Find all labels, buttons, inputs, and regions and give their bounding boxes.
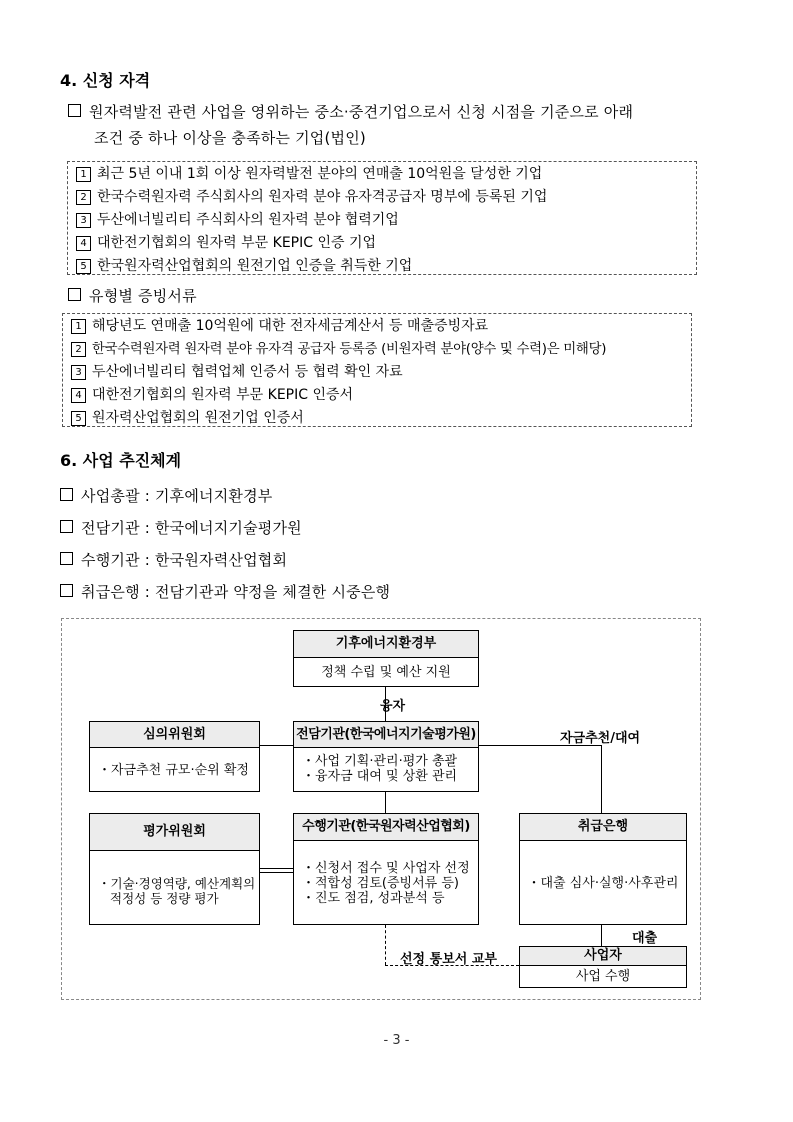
criteria-box	[67, 161, 697, 275]
connector-line	[601, 925, 602, 947]
ministry-box	[293, 630, 479, 687]
list-item: 취급은행 : 전담기관과 약정을 체결한 시중은행	[60, 581, 390, 602]
bank-box	[519, 813, 687, 925]
connector-line	[601, 745, 602, 813]
checkbox-icon	[68, 288, 81, 301]
connector-line	[385, 925, 386, 965]
recommend-label: 자금추천/대여	[560, 731, 641, 746]
agency-body: ・사업 기획‧관리‧평가 총괄 ・융자금 대여 및 상환 관리	[302, 754, 458, 784]
agency-title: 전담기관(한국에너지기술평가원)	[294, 722, 478, 748]
ministry-body: 정책 수립 및 예산 지원	[321, 665, 451, 680]
list-item: 2 한국수력원자력 주식회사의 원자력 분야 유자격공급자 명부에 등록된 기업	[76, 186, 547, 206]
connector-line	[260, 868, 293, 869]
list-item: 4 대한전기협회의 원자력 부문 KEPIC 인증 기업	[76, 232, 376, 252]
list-item: 수행기관 : 한국원자력산업협회	[60, 549, 287, 570]
list-item: 1 해당년도 연매출 10억원에 대한 전자세금계산서 등 매출증빙자료	[71, 315, 488, 335]
list-item: 1 최근 5년 이내 1회 이상 원자력발전 분야의 연매출 10억원을 달성한 기업	[76, 163, 542, 183]
council-body: ・자금추천 규모‧순위 확정	[98, 763, 249, 778]
list-item: 2 한국수력원자력 원자력 분야 유자격 공급자 등록증 (비원자력 분야(양수 및 수력)은 미해당)	[71, 338, 606, 357]
section-6-heading: 6. 사업 추진체계	[60, 451, 182, 470]
list-item: 3 두산에너빌리티 협력업체 인증서 등 협력 확인 자료	[71, 361, 403, 381]
bank-body: ・대출 심사‧실행‧사후관리	[527, 876, 679, 891]
council-title: 심의위원회	[90, 722, 259, 748]
list-item: 3 두산에너빌리티 주식회사의 원자력 분야 협력기업	[76, 209, 399, 229]
eval-title: 평가위원회	[90, 814, 259, 851]
evidence-box	[62, 313, 692, 427]
checkbox-icon	[60, 488, 73, 501]
checkbox-icon	[60, 520, 73, 533]
business-title: 사업자	[520, 947, 686, 966]
bank-title: 취급은행	[520, 814, 686, 841]
section-4-intro	[68, 101, 633, 122]
evidence-heading: 유형별 증빙서류	[68, 285, 197, 306]
checkbox-icon	[68, 104, 81, 117]
ministry-title: 기후에너지환경부	[294, 631, 478, 658]
business-box	[519, 946, 687, 988]
lend-label: 대출	[632, 931, 658, 946]
list-item: 5 원자력산업협회의 원전기업 인증서	[71, 407, 304, 427]
business-body: 사업 수행	[575, 969, 631, 984]
loan-label: 융자	[380, 699, 406, 714]
intro-line-2: 조건 중 하나 이상을 충족하는 기업(법인)	[94, 129, 366, 147]
connector-line	[260, 872, 293, 873]
checkbox-icon	[60, 584, 73, 597]
intro-line-1: 원자력발전 관련 사업을 영위하는 중소‧중견기업으로서 신청 시점을 기준으로 아래	[89, 103, 634, 121]
executor-box	[293, 813, 479, 925]
notice-label: 선정 통보서 교부	[400, 952, 497, 967]
page-number: - 3 -	[383, 1033, 410, 1048]
executor-title: 수행기관(한국원자력산업협회)	[294, 814, 478, 841]
list-item: 전담기관 : 한국에너지기술평가원	[60, 517, 302, 538]
agency-box	[293, 721, 479, 792]
eval-box	[89, 813, 260, 925]
eval-body: ・기술‧경영역량, 예산계획의 적정성 등 정량 평가	[98, 876, 256, 906]
section-4-heading: 4. 신청 자격	[60, 71, 151, 90]
executor-body: ・신청서 접수 및 사업자 선정 ・적합성 검토(증빙서류 등) ・진도 점검, 성과분석 등	[302, 861, 470, 906]
checkbox-icon	[60, 552, 73, 565]
list-item: 사업총괄 : 기후에너지환경부	[60, 485, 272, 506]
list-item: 5 한국원자력산업협회의 원전기업 인증을 취득한 기업	[76, 255, 412, 275]
list-item: 4 대한전기협회의 원자력 부문 KEPIC 인증서	[71, 384, 353, 404]
council-box	[89, 721, 260, 792]
connector-line	[385, 792, 386, 813]
